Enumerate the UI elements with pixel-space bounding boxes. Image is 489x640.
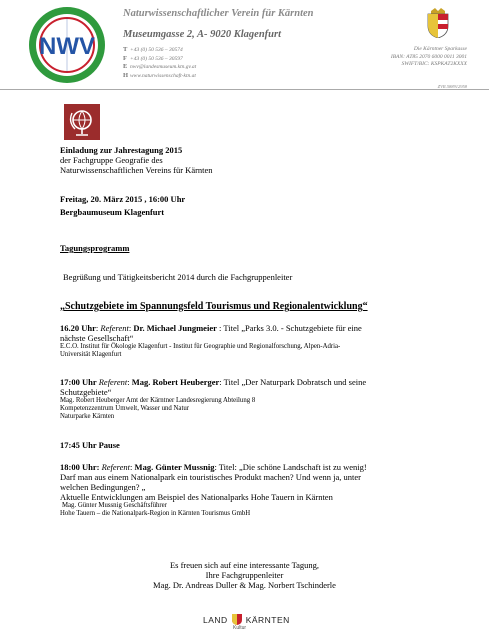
title-line-2: der Fachgruppe Geografie des	[60, 155, 163, 165]
talk-title: : Titel: „Die schöne Landschaft ist zu wenig!	[214, 462, 367, 472]
invitation-title	[60, 145, 213, 175]
talk-title-cont: Darf man aus einem Nationalpark ein touristisches Produkt machen? Und wenn ja, unter	[60, 472, 361, 482]
talk-subtitle: Aktuelle Entwicklungen am Beispiel des Nationalparks Hohe Tauern in Kärnten	[60, 492, 333, 502]
logo-right-text: KÄRNTEN	[245, 614, 290, 625]
pause-line: 17:45 Uhr Pause	[60, 440, 120, 450]
bank-block	[391, 46, 467, 69]
talk-time: 18:00 Uhr:	[60, 462, 100, 472]
event-venue: Bergbaumuseum Klagenfurt	[60, 207, 165, 217]
header-divider	[0, 89, 489, 90]
talk-role: Referent	[100, 323, 129, 333]
talk-speaker: Mag. Günter Mussnig	[134, 462, 215, 472]
talk-1: 16.20 Uhr: Referent: Dr. Michael Jungmeier : Titel „Parks 3.0. - Schutzgebiete für eine nächste Gesellschaft“ E.C.O. Institut für Ökologie Klagenfurt - Institut für Geographie und Regionalforschung, Alpen-Adria- Universität Klagenfurt	[60, 323, 362, 359]
talk-3: 18:00 Uhr: Referent: Mag. Günter Mussnig: Titel: „Die schöne Landschaft ist zu wenig! Darf man aus einem Nationalpark ein touristisches Produkt machen? Und wenn ja, unter welchen Bedingungen? „ Aktuelle Entwicklungen am Beispiel des Nationalparks Hohe Tauern in Kärnten Mag. Günter Mussnig Geschäftsführer Hohe Tauern – die Nationalpark-Region in Kärnten Tourismus GmbH	[60, 462, 480, 518]
contact-web: H www.naturwissenschaft-ktn.at	[123, 71, 196, 79]
talk-title-cont: welchen Bedingungen? „	[60, 482, 146, 492]
talk-time: 16.20 Uhr	[60, 323, 96, 333]
talk-title-cont: nächste Gesellschaft“	[60, 333, 134, 343]
logo-sub-text: Kultur	[233, 625, 247, 631]
bank-name: Die Kärntner Sparkasse	[413, 46, 467, 52]
talk-speaker: Mag. Robert Heuberger	[131, 377, 220, 387]
closing-line-3: Mag. Dr. Andreas Duller & Mag. Norbert Tschinderle	[153, 580, 336, 590]
intro-line: Begrüßung und Tätigkeitsbericht 2014 durch die Fachgruppenleiter	[63, 272, 293, 282]
talk-title-cont: Schutzgebiete“	[60, 387, 112, 397]
title-line-1: Einladung zur Jahrestagung 2015	[60, 145, 183, 155]
zvr-number: ZVR.588912958	[437, 84, 467, 89]
talk-role: Referent	[101, 462, 131, 472]
talk-affiliation: E.C.O. Institut für Ökologie Klagenfurt - Institut für Geographie und Regionalforschung, Alpen-Adria-	[60, 343, 341, 350]
org-address: Museumgasse 2, A- 9020 Klagenfurt	[123, 29, 282, 40]
program-heading: Tagungsprogramm	[60, 243, 130, 253]
talk-affiliation: Mag. Robert Heuberger Amt der Kärntner Landesregierung Abteilung 8	[60, 397, 256, 404]
land-kaernten-logo	[203, 614, 293, 638]
org-name: Naturwissenschaftlicher Verein für Kärnten	[123, 8, 314, 19]
contact-email: E nwv@landesmuseum.ktn.gv.at	[123, 63, 197, 71]
talk-role: Referent	[98, 377, 128, 387]
contact-phone: T +43 (0) 50 536 – 30574	[123, 46, 183, 53]
logo-left-text: LAND	[203, 614, 228, 625]
closing-block	[0, 560, 489, 590]
logo-text: NWV	[39, 33, 95, 60]
shield-icon	[232, 614, 242, 625]
talk-title: : Titel „Parks 3.0. - Schutzgebiete für eine	[216, 323, 362, 333]
title-line-3: Naturwissenschaftlichen Vereins für Kärnten	[60, 165, 213, 175]
talk-affiliation: Universität Klagenfurt	[60, 351, 122, 359]
talk-affiliation: Kompetenzzentrum Umwelt, Wasser und Natur	[60, 405, 189, 413]
talk-affiliation: Hohe Tauern – die Nationalpark-Region in Kärnten Tourismus GmbH	[60, 510, 251, 518]
talk-title: : Titel „Der Naturpark Dobratsch und seine	[219, 377, 367, 387]
talk-time: 17:00 Uhr	[60, 377, 97, 387]
theme-heading: „Schutzgebiete im Spannungsfeld Tourismus und Regionalentwicklung“	[60, 301, 368, 312]
contact-fax: F +43 (0) 50 536 – 30597	[123, 54, 183, 62]
nwv-logo	[22, 5, 112, 85]
coat-of-arms-icon	[425, 8, 451, 38]
iban: IBAN: AT85 2070 6000 0011 3001	[390, 53, 467, 60]
talk-2: 17:00 Uhr Referent: Mag. Robert Heuberger: Titel „Der Naturpark Dobratsch und seine Schutzgebiete“ Mag. Robert Heuberger Amt der Kärntner Landesregierung Abteilung 8 Kompetenzzentrum Umwelt, Wasser und Natur Naturparke Kärnten	[60, 377, 367, 421]
talk-affiliation: Naturparke Kärnten	[60, 413, 115, 421]
swift: SWIFT/BIC: KSPKAT2KXXX	[401, 61, 467, 68]
talk-speaker: Dr. Michael Jungmeier	[133, 323, 217, 333]
event-date: Freitag, 20. März 2015 , 16:00 Uhr	[60, 194, 186, 204]
closing-line-1: Es freuen sich auf eine interessante Tagung,	[169, 560, 320, 570]
globe-icon	[64, 104, 100, 140]
closing-line-2: Ihre Fachgruppenleiter	[205, 570, 284, 580]
contact-block	[123, 46, 196, 80]
talk-affiliation: Mag. Günter Mussnig Geschäftsführer	[62, 502, 167, 509]
nwv-logo-icon	[22, 5, 112, 85]
